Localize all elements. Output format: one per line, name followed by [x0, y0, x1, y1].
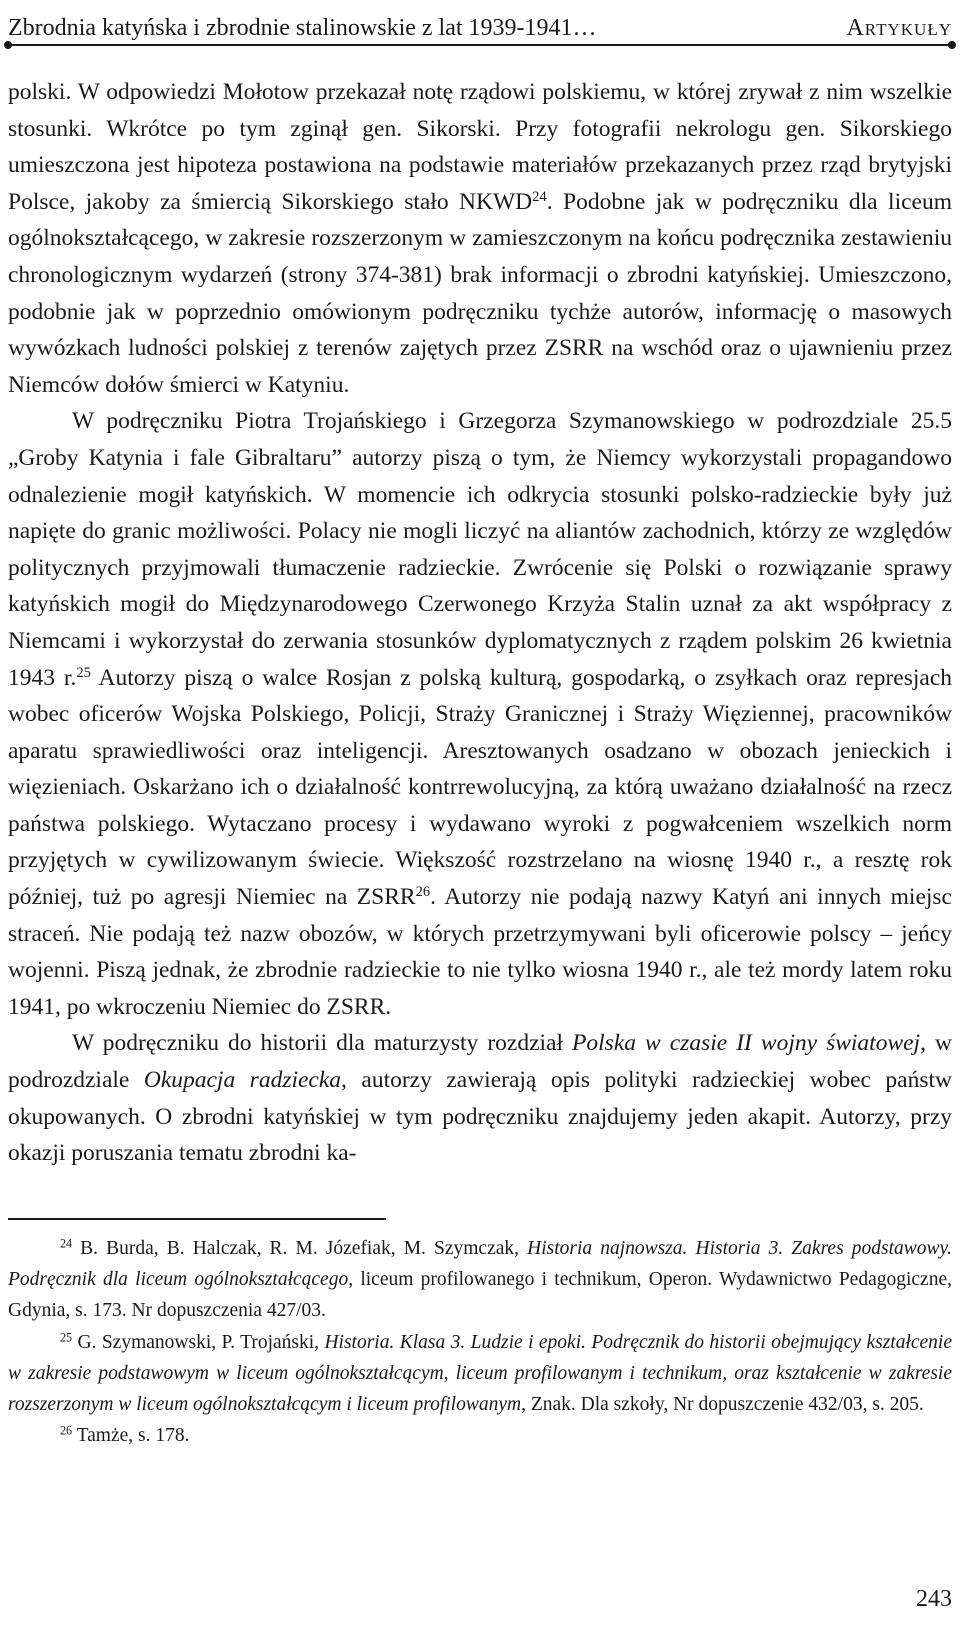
footnote-ref-24[interactable]: 24 — [532, 188, 547, 205]
paragraph-1: polski. W odpowiedzi Mołotow przekazał notę rządowi polskiemu, w której zrywał z nim wszelkie stosunki. Wkrótce po tym zginął gen. Sikorski. Przy fotografii nekrologu gen. Sikorskiego umieszczona jest hipoteza postawiona na podstawie materiałów przekazanych przez rząd brytyjski Polsce, jakoby za śmiercią Sikorskiego stało NKWD$^{24}$. Podobne jak w podręczniku dla liceum ogólnokształcącego, w zakresie rozszerzonym w zamieszczonym na końcu podręcznika zestawieniu chronologicznym wydarzeń (strony 374-381) brak informacji o zbrodni katyńskiej. Umieszczono, podobnie jak w poprzednio omówionym podręczniku tychże autorów, informację o masowych wywózkach ludności polskiej z terenów zajętych przez ZSRR na wschód oraz o ujawnieniu przez Niemców dołów śmierci w Katyniu. — [8, 79, 953, 398]
footnote-24: $^{24}$ B. Burda, B. Halczak, R. M. Józefiak, M. Szymczak, Historia najnowsza. Historia 3. Zakres podstawowy. Podręcznik dla liceum ogólnokształcącego, liceum profilowanego i technikum, Operon. Wydawnictwo Pedagogiczne, Gdynia, s. 173. Nr dopuszczenia 427/03. — [8, 1236, 952, 1322]
footnote-ref-25[interactable]: 25 — [76, 664, 91, 681]
footnote-separator — [8, 1218, 386, 1220]
section-label: Artykuły — [846, 15, 952, 41]
paragraph-3: W podręczniku do historii dla maturzysty rozdział Polska w czasie II wojny światowej, w podrozdziale Okupacja radziecka, autorzy zawierają opis polityki radzieckiej wobec państw okupowanych. O zbrodni katyńskiej w tym podręczniku znajdujemy jeden akapit. Autorzy, przy okazji poruszania tematu zbrodni ka- — [8, 1030, 952, 1167]
running-header — [8, 2, 952, 42]
footnote-26: $^{26}$ Tamże, s. 178. — [60, 1423, 190, 1447]
article-body — [8, 74, 952, 1172]
running-title: Zbrodnia katyńska i zbrodnie stalinowskie z lat 1939-1941… — [8, 15, 597, 41]
rule-left-dot — [4, 41, 12, 49]
footnote-25: $^{25}$ G. Szymanowski, P. Trojański, Historia. Klasa 3. Ludzie i epoki. Podręcznik do historii obejmujący kształcenie w zakresie podstawowym w liceum ogólnokształcącym, liceum profilowanym i technikum, oraz kształcenie w zakresie rozszerzonym w liceum ogólnokształcącym i liceum profilowanym, Znak. Dla szkoły, Nr dopuszczenie 432/03, s. 205. — [8, 1329, 952, 1416]
footnotes — [8, 1233, 952, 1451]
rule-right-dot — [948, 41, 956, 49]
header-rule — [8, 44, 952, 46]
footnote-ref-26[interactable]: 26 — [415, 884, 431, 901]
page-number: 243 — [916, 1586, 952, 1612]
paragraph-2: W podręczniku Piotra Trojańskiego i Grzegorza Szymanowskiego w podrozdziale 25.5 „Groby Katynia i fale Gibraltaru” autorzy piszą o tym, że Niemcy wykorzystali propagandowo odnalezienie mogił katyńskich. W momencie ich odkrycia stosunki polsko-radzieckie były już napięte do granic możliwości. Polacy nie mogli liczyć na aliantów zachodnich, którzy ze względów politycznych przyjmowali tłumaczenie radzieckie. Zwrócenie się Polski o rozwiązanie sprawy katyńskich mogił do Międzynarodowego Czerwonego Krzyża Stalin uznał za akt współpracy z Niemcami i wykorzystał do zerwania stosunków dyplomatycznych z rządem polskim 26 kwietnia 1943 r.$^{25}$ Autorzy piszą o walce Rosjan z polską kulturą, gospodarką, o zsyłkach oraz represjach wobec oficerów Wojska Polskiego, Policji, Straży Granicznej i Straży Więziennej, pracowników aparatu sprawiedliwości oraz inteligencji. Aresztowanych osadzano w obozach jenieckich i więzieniach. Oskarżano ich o działalność kontrrewolucyjną, za którą uważano działalność na rzecz państwa polskiego. Wytaczano procesy i wydawano wyroki z pogwałceniem wszelkich norm przyjętych w cywilizowanym świecie. Większość rozstrzelano na wiosnę 1940 r., a resztę rok później, tuż po agresji Niemiec na ZSRR$^{26}$. Autorzy nie podają nazwy Katyń ani innych miejsc straceń. Nie podają też nazw obozów, w których przetrzymywani byli oficerowie polscy – jeńcy wojenni. Piszą jednak, że zbrodnie radzieckie to nie tylko wiosna 1940 r., ale też mordy latem roku 1941, po wkroczeniu Niemiec do ZSRR. — [8, 408, 952, 1020]
